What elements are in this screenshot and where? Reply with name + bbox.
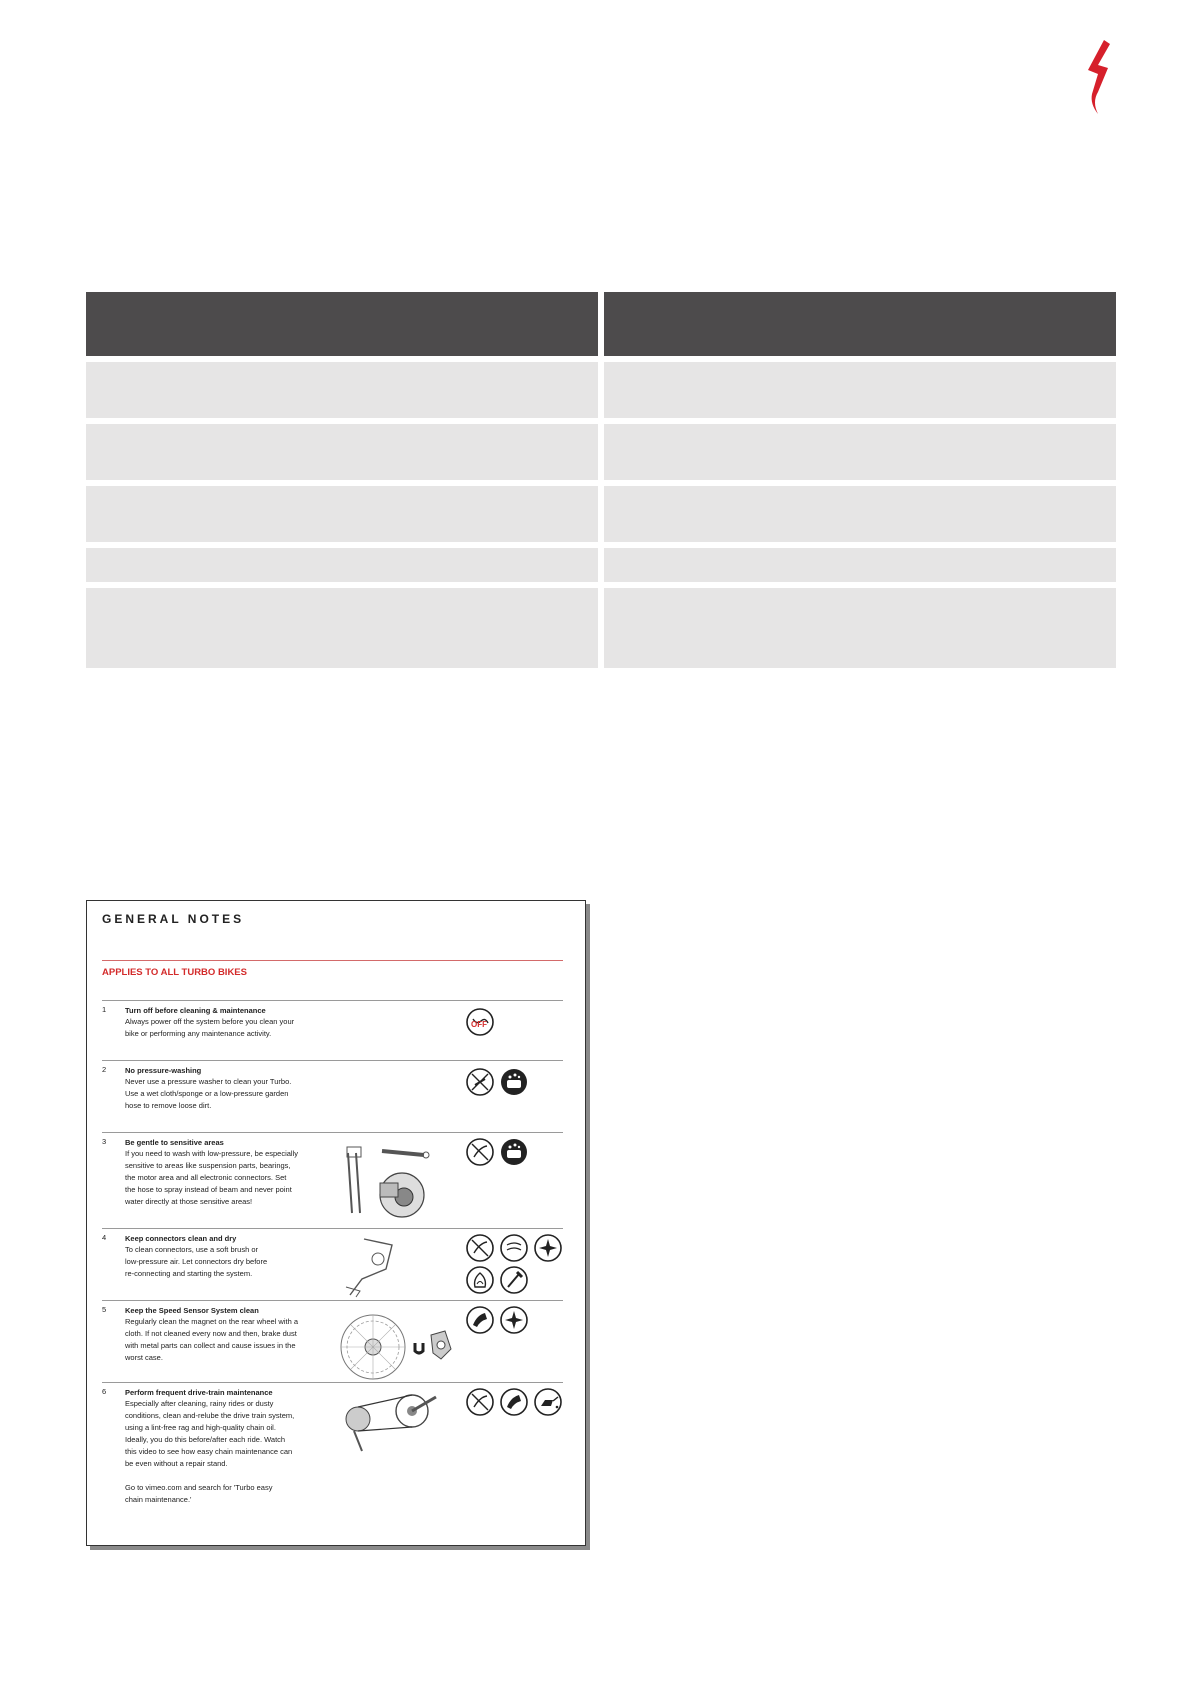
note-description: Always power off the system before you clean your bike or performing any maintenance activity. <box>125 1017 295 1038</box>
wipe-icon <box>465 1305 495 1335</box>
note-description: Regularly clean the magnet on the rear wheel with a cloth. If not cleaned every now and then, brake dust with metal parts can collect and cause issues in the worst case. <box>125 1317 299 1362</box>
general-notes-card <box>86 900 586 1546</box>
note-description: To clean connectors, use a soft brush or low-pressure air. Let connectors dry before re-connecting and starting the system. <box>125 1245 268 1278</box>
note-number: 6 <box>102 1387 107 1396</box>
spec-table <box>86 292 1116 674</box>
notes-title: GENERAL NOTES <box>102 912 245 926</box>
note-item-2 <box>102 1060 563 1133</box>
note-number: 3 <box>102 1137 107 1146</box>
note-description: If you need to wash with low-pressure, be especially sensitive to areas like suspension parts, bearings, the motor area and all electronic connectors. Set the hose to spray instead of beam and never point water directly at those sensitive areas! <box>125 1149 299 1206</box>
table-cell <box>86 362 598 418</box>
table-row <box>86 548 1116 582</box>
table-cell <box>604 486 1116 542</box>
sparkle-clean-icon <box>499 1305 529 1335</box>
drivetrain-illustration <box>340 1389 440 1459</box>
note-number: 1 <box>102 1005 107 1014</box>
note-description: Especially after cleaning, rainy rides or dusty conditions, clean and-relube the drive train system, using a lint-free rag and high-quality chain oil. Ideally, you do this before/after each ride. Watch this video to see how easy chain maintenance can be even without a repair stand. <box>125 1399 295 1468</box>
note-item-5 <box>102 1300 563 1383</box>
notes-subtitle: APPLIES TO ALL TURBO BIKES <box>102 967 247 978</box>
note-item-3 <box>102 1132 563 1229</box>
table-cell <box>604 362 1116 418</box>
no-water-jet-icon <box>465 1137 495 1167</box>
note-title: No pressure-washing <box>125 1066 202 1075</box>
table-cell <box>86 424 598 480</box>
table-header-row <box>86 292 1116 356</box>
no-water-jet-icon <box>465 1233 495 1263</box>
table-row <box>86 486 1116 542</box>
table-cell <box>604 424 1116 480</box>
sparkle-clean-icon <box>533 1233 563 1263</box>
note-title: Be gentle to sensitive areas <box>125 1138 224 1147</box>
specialized-logo-icon <box>1078 38 1118 118</box>
no-pressure-washer-icon <box>465 1067 495 1097</box>
note-video-hint: Go to vimeo.com and search for 'Turbo easy chain maintenance.' <box>125 1483 273 1504</box>
svg-text:OFF: OFF <box>471 1020 487 1029</box>
suspension-and-motor-illustration <box>342 1143 452 1223</box>
note-number: 5 <box>102 1305 107 1314</box>
oil-can-icon <box>533 1387 563 1417</box>
power-off-icon <box>465 1007 495 1037</box>
table-row <box>86 588 1116 668</box>
note-number: 4 <box>102 1233 107 1242</box>
table-cell <box>604 588 1116 668</box>
table-header-cell-right <box>604 292 1116 356</box>
note-item-1 <box>102 1000 563 1061</box>
dry-icon <box>465 1265 495 1295</box>
table-cell <box>86 486 598 542</box>
sponge-icon <box>499 1137 529 1167</box>
wipe-icon <box>499 1387 529 1417</box>
note-item-6 <box>102 1382 563 1533</box>
subtitle-divider <box>102 960 563 961</box>
note-title: Perform frequent drive-train maintenance <box>125 1388 273 1397</box>
connector-illustration <box>342 1235 402 1299</box>
air-blow-icon <box>499 1233 529 1263</box>
table-cell <box>86 588 598 668</box>
table-row <box>86 424 1116 480</box>
brush-icon <box>499 1265 529 1295</box>
note-description: Never use a pressure washer to clean your Turbo. Use a wet cloth/sponge or a low-pressure garden hose to remove loose dirt. <box>125 1077 292 1110</box>
note-title: Keep connectors clean and dry <box>125 1234 237 1243</box>
note-number: 2 <box>102 1065 107 1074</box>
note-title: Turn off before cleaning & maintenance <box>125 1006 266 1015</box>
note-title: Keep the Speed Sensor System clean <box>125 1306 259 1315</box>
table-header-cell-left <box>86 292 598 356</box>
table-row <box>86 362 1116 418</box>
sponge-icon <box>499 1067 529 1097</box>
table-cell <box>86 548 598 582</box>
rear-wheel-magnet-illustration <box>337 1309 457 1383</box>
no-water-jet-icon <box>465 1387 495 1417</box>
table-cell <box>604 548 1116 582</box>
note-item-4 <box>102 1228 563 1301</box>
